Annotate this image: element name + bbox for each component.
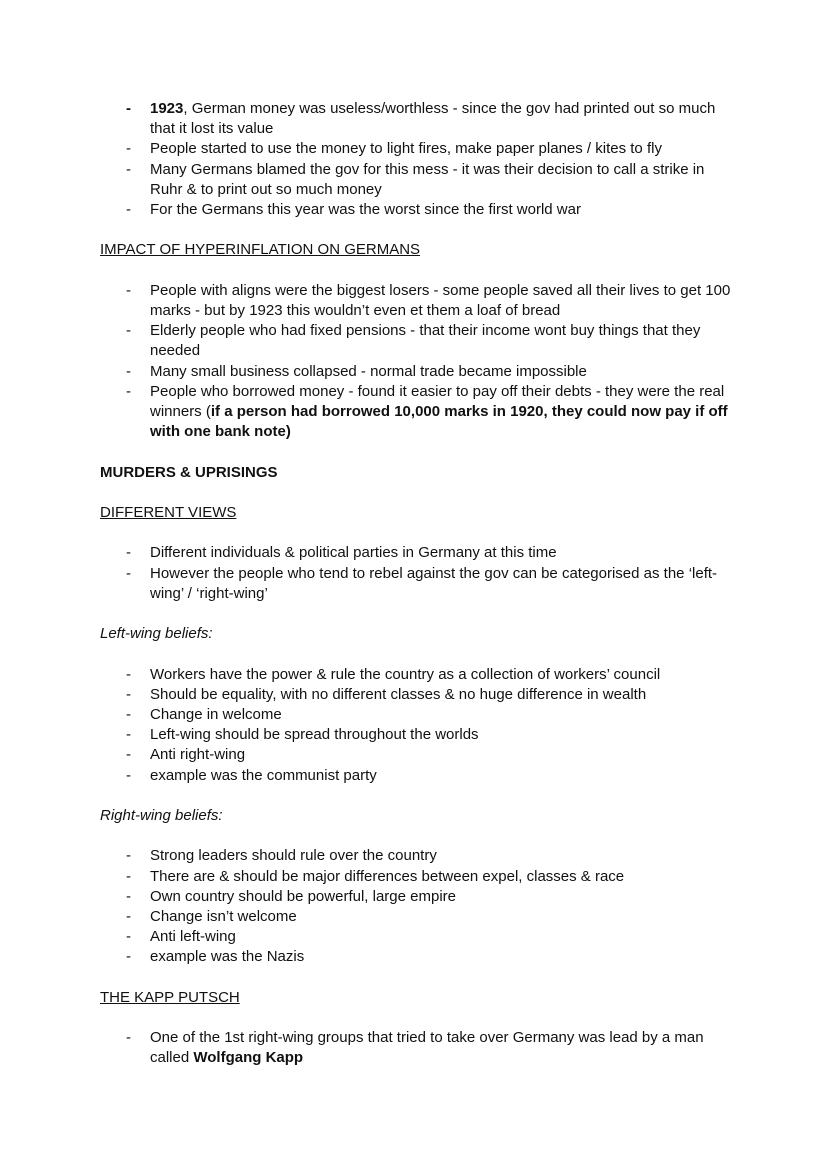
item-text: example was the communist party <box>150 766 377 784</box>
right-wing-list <box>100 846 740 967</box>
list-item <box>100 947 740 967</box>
bullet-dash: - <box>126 140 131 158</box>
list-item <box>100 382 740 443</box>
item-text: Different individuals & political parties in Germany at this time <box>150 544 557 562</box>
item-text: However the people who tend to rebel against the gov can be categorised as the ‘left-wing’ / ‘right-wing’ <box>150 564 718 602</box>
item-text: Should be equality, with no different classes & no huge difference in wealth <box>150 685 647 703</box>
item-text: example was the Nazis <box>150 948 305 966</box>
bullet-dash: - <box>126 928 131 946</box>
bullet-dash: - <box>126 665 131 683</box>
bold-text: if a person had borrowed 10,000 marks in 1920, they could now pay if off with one bank note) <box>150 403 728 441</box>
bullet-dash: - <box>126 201 131 219</box>
list-item <box>100 907 740 927</box>
bullet-dash: - <box>126 160 131 178</box>
list-item <box>100 927 740 947</box>
bullet-dash: - <box>126 544 131 562</box>
bullet-dash: - <box>126 362 131 380</box>
left-wing-list <box>100 665 740 786</box>
bullet-dash: - <box>126 948 131 966</box>
hyperinflation-list <box>100 99 740 220</box>
views-list <box>100 543 740 604</box>
list-item <box>100 887 740 907</box>
bold-text: 1923 <box>150 100 184 117</box>
item-text: People with aligns were the biggest losers - some people saved all their lives to get 100 marks - but by 1923 this wouldn’t even et them a loaf of bread <box>150 281 731 319</box>
list-item <box>100 705 740 725</box>
bullet-dash: - <box>126 100 131 117</box>
kapp-list <box>100 1028 740 1068</box>
item-text: One of the 1st right-wing groups that tried to take over Germany was lead by a man called <box>150 1029 704 1067</box>
list-item <box>100 543 740 563</box>
bullet-dash: - <box>126 685 131 703</box>
list-item <box>100 745 740 765</box>
list-item <box>100 867 740 887</box>
item-text: Anti right-wing <box>150 746 246 764</box>
impact-list <box>100 281 740 443</box>
bold-text: Wolfgang Kapp <box>193 1049 304 1067</box>
item-text: People who borrowed money - found it easier to pay off their debts - they were the real winners ( <box>150 382 725 421</box>
item-text: , German money was useless/worthless - since the gov had printed out so much that it lost its value <box>150 100 716 138</box>
bullet-dash: - <box>126 726 131 744</box>
heading-murders: MURDERS & UPRISINGS <box>100 463 278 481</box>
item-text: Change isn’t welcome <box>150 907 297 925</box>
bullet-dash: - <box>126 564 131 582</box>
list-item <box>100 564 740 604</box>
heading-kapp-putsch: THE KAPP PUTSCH <box>100 988 240 1006</box>
item-text: Own country should be powerful, large empire <box>150 887 456 905</box>
bullet-dash: - <box>126 281 131 299</box>
list-item <box>100 362 740 382</box>
item-text: Elderly people who had fixed pensions - that their income wont buy things that they needed <box>150 322 701 360</box>
heading-impact: IMPACT OF HYPERINFLATION ON GERMANS <box>100 241 421 259</box>
list-item <box>100 665 740 685</box>
right-wing-title: Right-wing beliefs: <box>100 806 223 824</box>
bullet-dash: - <box>126 382 131 400</box>
bullet-dash: - <box>126 705 131 723</box>
item-text: There are & should be major differences between expel, classes & race <box>150 867 625 885</box>
bullet-dash: - <box>126 746 131 764</box>
list-item <box>100 139 740 159</box>
list-item <box>100 99 740 139</box>
list-item <box>100 766 740 786</box>
left-wing-title: Left-wing beliefs: <box>100 625 213 643</box>
bullet-dash: - <box>126 766 131 784</box>
list-item <box>100 846 740 866</box>
item-text: Left-wing should be spread throughout the worlds <box>150 726 479 744</box>
bullet-dash: - <box>126 322 131 340</box>
list-item <box>100 321 740 361</box>
bullet-dash: - <box>126 847 131 865</box>
bullet-dash: - <box>126 867 131 885</box>
bullet-dash: - <box>126 1029 131 1047</box>
item-text: People started to use the money to light fires, make paper planes / kites to fly <box>150 140 662 158</box>
item-text: Workers have the power & rule the country as a collection of workers’ council <box>150 665 661 683</box>
heading-different-views: DIFFERENT VIEWS <box>100 504 237 521</box>
item-text: Anti left-wing <box>150 928 236 946</box>
list-item <box>100 685 740 705</box>
list-item <box>100 281 740 321</box>
bullet-dash: - <box>126 907 131 925</box>
list-item <box>100 200 740 220</box>
list-item <box>100 725 740 745</box>
item-text: Many small business collapsed - normal trade became impossible <box>150 362 587 380</box>
item-text: Change in welcome <box>150 705 282 723</box>
item-text: Strong leaders should rule over the country <box>150 847 437 865</box>
bullet-dash: - <box>126 887 131 905</box>
list-item <box>100 160 740 200</box>
list-item <box>100 1028 740 1068</box>
item-text: Many Germans blamed the gov for this mess - it was their decision to call a strike in Ruhr & to print out so much money <box>150 160 705 198</box>
item-text: For the Germans this year was the worst since the first world war <box>150 201 581 219</box>
